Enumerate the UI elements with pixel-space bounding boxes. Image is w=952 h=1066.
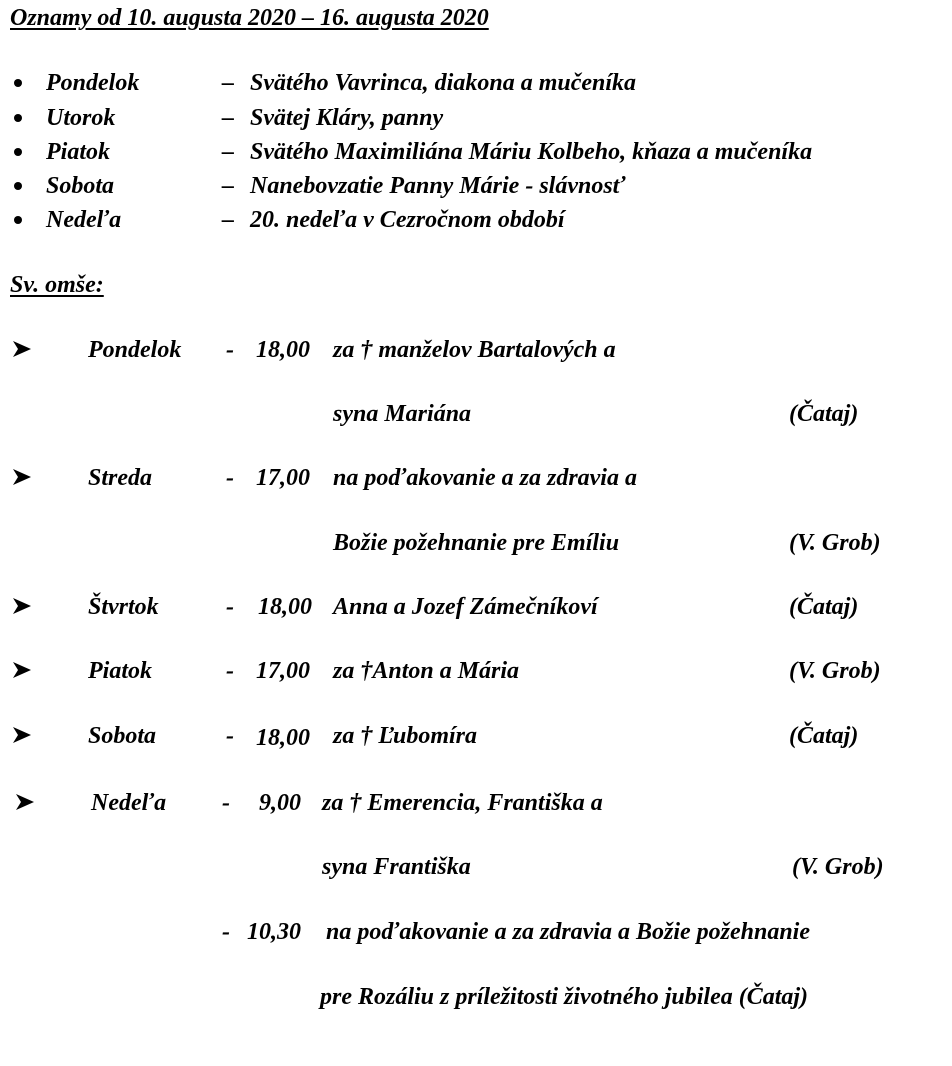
arrowhead-bullet-icon [12,661,32,679]
feast-dash: – [222,173,234,199]
mass-place: (Čataj) [789,723,859,749]
mass-dash: - [226,337,234,363]
mass-day: Sobota [88,723,157,749]
mass-time: 18,00 [258,594,312,620]
mass-place: (V. Grob) [792,854,884,880]
mass-intention-continued: syna Mariána [333,401,472,427]
bullet-icon [14,114,22,122]
feast-day: Sobota [46,173,115,199]
mass-place: (Čataj) [789,401,859,427]
bullet-icon [14,148,22,156]
mass-dash: - [226,594,234,620]
mass-time: 9,00 [259,790,301,816]
mass-intention-continued: Božie požehnanie pre Emíliu [333,530,620,556]
feast-day: Nedeľa [46,207,122,233]
mass-intention: za †Anton a Mária [333,658,520,684]
mass-intention: na poďakovanie a za zdravia a [333,465,637,491]
mass-dash: - [226,465,234,491]
arrowhead-bullet-icon [12,468,32,486]
mass-intention: za † manželov Bartalových a [333,337,616,363]
mass-day: Piatok [88,658,152,684]
mass-dash: - [222,790,230,816]
mass-time: 18,00 [256,725,310,751]
feast-dash: – [222,70,234,96]
feast-description: 20. nedeľa v Cezročnom období [250,207,565,233]
mass-place: (V. Grob) [789,658,881,684]
mass-intention: na poďakovanie a za zdravia a Božie požehnanie [326,919,810,945]
feast-description: Svätej Kláry, panny [250,105,444,131]
arrowhead-bullet-icon [12,597,32,615]
feast-description: Nanebovzatie Panny Márie - slávnosť [250,173,626,199]
mass-intention: za † Ľubomíra [333,723,478,749]
mass-day: Štvrtok [88,594,159,620]
mass-dash: - [226,723,234,749]
mass-time: 17,00 [256,658,310,684]
mass-intention: Anna a Jozef Zámečníkoví [333,594,598,620]
bullet-icon [14,216,22,224]
mass-time: 17,00 [256,465,310,491]
mass-dash: - [226,658,234,684]
bullet-icon [14,79,22,87]
mass-place: (Čataj) [789,594,859,620]
page-title: Oznamy od 10. augusta 2020 – 16. augusta 2020 [10,5,489,31]
mass-intention-continued: pre Rozáliu z príležitosti životného jubilea (Čataj) [320,984,809,1010]
mass-intention: za † Emerencia, Františka a [322,790,603,816]
mass-day: Pondelok [88,337,182,363]
feast-description: Svätého Vavrinca, diakona a mučeníka [250,70,637,96]
section-heading: Sv. omše: [10,272,104,298]
arrowhead-bullet-icon [12,726,32,744]
feast-dash: – [222,207,234,233]
mass-time: 18,00 [256,337,310,363]
feast-day: Pondelok [46,70,140,96]
bullet-icon [14,182,22,190]
mass-intention-continued: syna Františka [322,854,471,880]
arrowhead-bullet-icon [12,340,32,358]
mass-day: Streda [88,465,153,491]
arrowhead-bullet-icon [15,793,35,811]
mass-dash: - [222,919,230,945]
feast-day: Piatok [46,139,110,165]
feast-dash: – [222,105,234,131]
mass-place: (V. Grob) [789,530,881,556]
feast-dash: – [222,139,234,165]
feast-day: Utorok [46,105,116,131]
feast-description: Svätého Maximiliána Máriu Kolbeho, kňaza a mučeníka [250,139,813,165]
mass-day: Nedeľa [91,790,167,816]
mass-time: 10,30 [247,919,301,945]
